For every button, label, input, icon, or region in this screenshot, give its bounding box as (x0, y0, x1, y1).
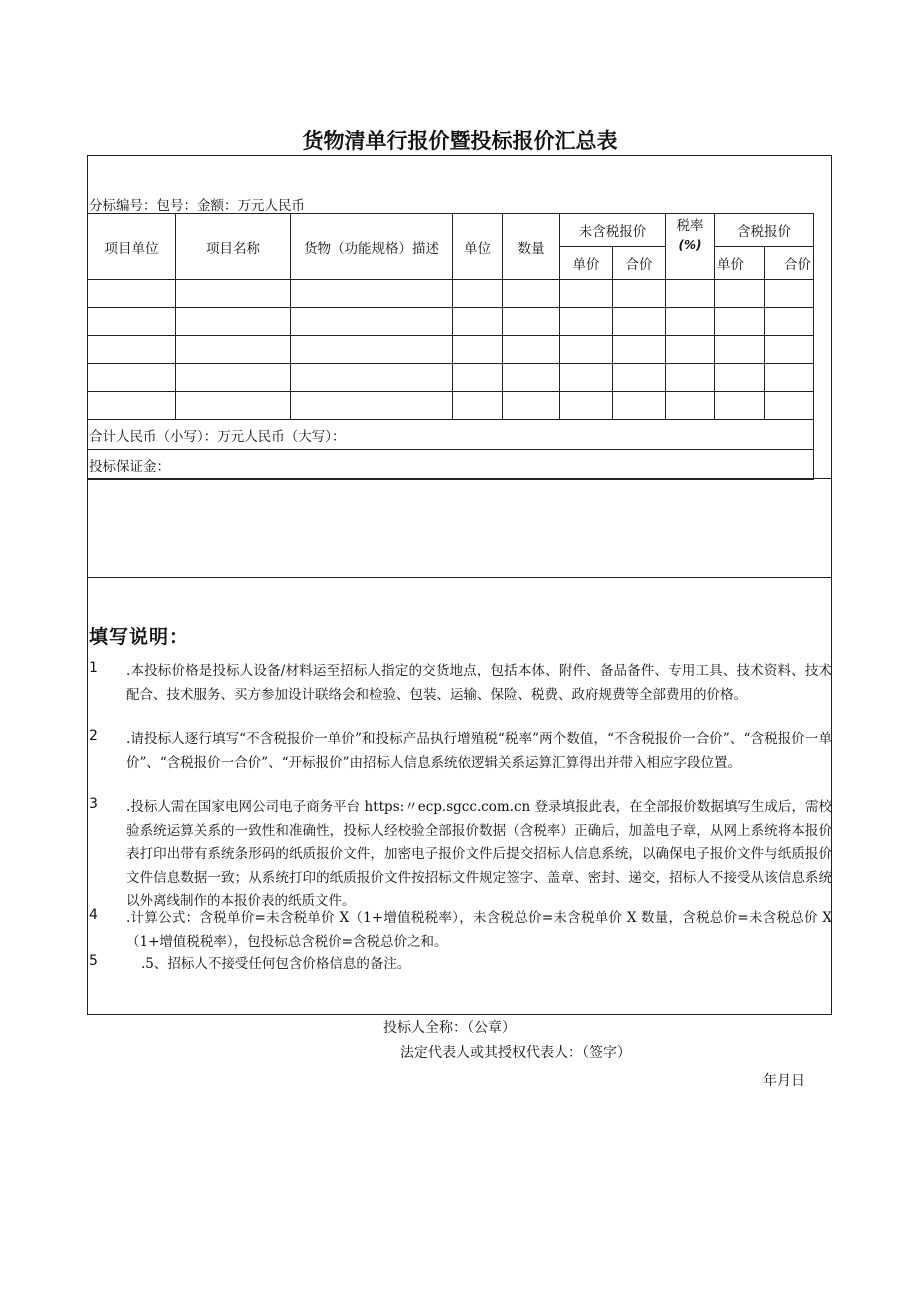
table-cell[interactable] (176, 392, 291, 420)
instruction-text: .请投标人逐行填写“不含税报价一单价”和投标产品执行增殖税“税率”两个数值，“不含税报价一合价”、“含税报价一单价”、“含税报价一合价”、“开标报价”由招标人信息系统依逻辑关系运算汇算得出并带入相应字段位置。 (126, 731, 832, 771)
header-unit: 单位 (453, 214, 503, 280)
table-cell[interactable] (613, 336, 666, 364)
table-row (88, 308, 814, 336)
table-cell[interactable] (503, 308, 560, 336)
instruction-text: .5、招标人不接受任何包含价格信息的备注。 (141, 956, 411, 972)
table-cell[interactable] (176, 336, 291, 364)
table-cell[interactable] (715, 336, 765, 364)
table-cell[interactable] (453, 392, 503, 420)
page-title: 货物清单行报价暨投标报价汇总表 (302, 129, 618, 153)
table-cell[interactable] (715, 280, 765, 308)
table-cell[interactable] (453, 280, 503, 308)
table-cell[interactable] (291, 392, 453, 420)
instruction-number: 3 (89, 796, 98, 812)
instruction-item (89, 796, 832, 914)
table-cell[interactable] (666, 392, 715, 420)
table-row (88, 336, 814, 364)
header-quantity: 数量 (503, 214, 560, 280)
instructions-title: 填写说明： (89, 626, 190, 648)
table-cell[interactable] (666, 364, 715, 392)
table-cell[interactable] (503, 364, 560, 392)
instruction-item (89, 907, 832, 954)
representative-signature-line: 法定代表人或其授权代表人：（签字） (400, 1045, 631, 1061)
table-cell[interactable] (503, 392, 560, 420)
section-divider (87, 577, 832, 578)
total-amount-line[interactable]: 合计人民币（小写）：万元人民币（大写）： (88, 420, 814, 450)
instruction-number: 1 (89, 660, 98, 676)
header-incl-tax: 含税报价 (715, 214, 814, 247)
header-unit-org: 项目单位 (88, 214, 176, 280)
table-cell[interactable] (613, 308, 666, 336)
table-row (88, 280, 814, 308)
table-cell[interactable] (613, 364, 666, 392)
table-cell[interactable] (560, 336, 613, 364)
table-cell[interactable] (765, 308, 814, 336)
table-cell[interactable] (666, 308, 715, 336)
instruction-number: 2 (89, 728, 98, 744)
table-cell[interactable] (503, 336, 560, 364)
table-cell[interactable] (291, 280, 453, 308)
table-cell[interactable] (88, 364, 176, 392)
instruction-number: 4 (89, 907, 98, 923)
instruction-text: .投标人需在国家电网公司电子商务平台 https:〃ecp.sgcc.com.cn 登录填报此表，在全部报价数据填写生成后，需校验系统运算关系的一致性和准确性，投标人经校验全部报价数据（含税率）正确后，加盖电子章，从网上系统将本报价表打印出带有系统条形码的纸质报价文件，加密电子报价文件后提交招标人信息系统，以确保电子报价文件与纸质报价文件信息数据一致；从系统打印的纸质报价文件按招标文件规定签字、盖章、密封、递交，招标人不接受从该信息系统以外离线制作的本报价表的纸质文件。 (126, 799, 832, 909)
table-cell[interactable] (291, 364, 453, 392)
table-cell[interactable] (291, 336, 453, 364)
table-cell[interactable] (88, 392, 176, 420)
price-table (87, 213, 814, 480)
bid-deposit-line[interactable]: 投标保证金： (88, 450, 814, 480)
instruction-number: 5 (89, 953, 98, 969)
table-cell[interactable] (503, 280, 560, 308)
table-cell[interactable] (765, 336, 814, 364)
table-cell[interactable] (291, 308, 453, 336)
table-cell[interactable] (176, 364, 291, 392)
table-cell[interactable] (765, 392, 814, 420)
header-excl-unit-price: 单价 (560, 247, 613, 280)
tax-rate-percent: (%) (678, 238, 702, 252)
table-cell[interactable] (613, 280, 666, 308)
header-description: 货物（功能规格）描述 (291, 214, 453, 280)
header-item-name: 项目名称 (176, 214, 291, 280)
table-cell[interactable] (666, 336, 715, 364)
table-cell[interactable] (453, 364, 503, 392)
table-cell[interactable] (176, 280, 291, 308)
instruction-item (89, 660, 832, 707)
instruction-text: .本投标价格是投标人设备/材料运至招标人指定的交货地点，包括本体、附件、备品备件、专用工具、技术资料、技术配合、技术服务、买方参加设计联络会和检验、包装、运输、保险、税费、政府规费等全部费用的价格。 (126, 663, 832, 703)
bidder-signature-line: 投标人全称：（公章） (383, 1020, 516, 1036)
table-cell[interactable] (453, 308, 503, 336)
table-cell[interactable] (715, 392, 765, 420)
table-cell[interactable] (453, 336, 503, 364)
instruction-item (89, 953, 829, 977)
date-line: 年月日 (763, 1073, 805, 1089)
header-excl-tax: 未含税报价 (560, 214, 666, 247)
table-cell[interactable] (715, 308, 765, 336)
table-cell[interactable] (765, 364, 814, 392)
table-cell[interactable] (560, 280, 613, 308)
table-cell[interactable] (666, 280, 715, 308)
table-cell[interactable] (560, 392, 613, 420)
table-cell[interactable] (88, 336, 176, 364)
header-excl-total-price: 合价 (613, 247, 666, 280)
table-cell[interactable] (715, 364, 765, 392)
package-info-line: 分标编号：包号：金额：万元人民币 (89, 198, 305, 214)
table-cell[interactable] (560, 364, 613, 392)
header-tax-rate (666, 214, 715, 280)
instruction-text: .计算公式：含税单价=未含税单价 X（1+增值税税率），未含税总价=未含税单价 X 数量，含税总价=未含税总价 X（1+增值税税率），包投标总含税价=含税总价之和。 (126, 910, 832, 950)
header-incl-total-price: 合价 (765, 247, 814, 280)
header-incl-unit-price: 单价 (715, 247, 765, 280)
table-row (88, 364, 814, 392)
table-row (88, 392, 814, 420)
table-cell[interactable] (176, 308, 291, 336)
table-cell[interactable] (560, 308, 613, 336)
instruction-item (89, 728, 832, 775)
table-cell[interactable] (613, 392, 666, 420)
table-cell[interactable] (88, 308, 176, 336)
table-cell[interactable] (88, 280, 176, 308)
tax-rate-label: 税率 (676, 218, 704, 234)
table-cell[interactable] (765, 280, 814, 308)
